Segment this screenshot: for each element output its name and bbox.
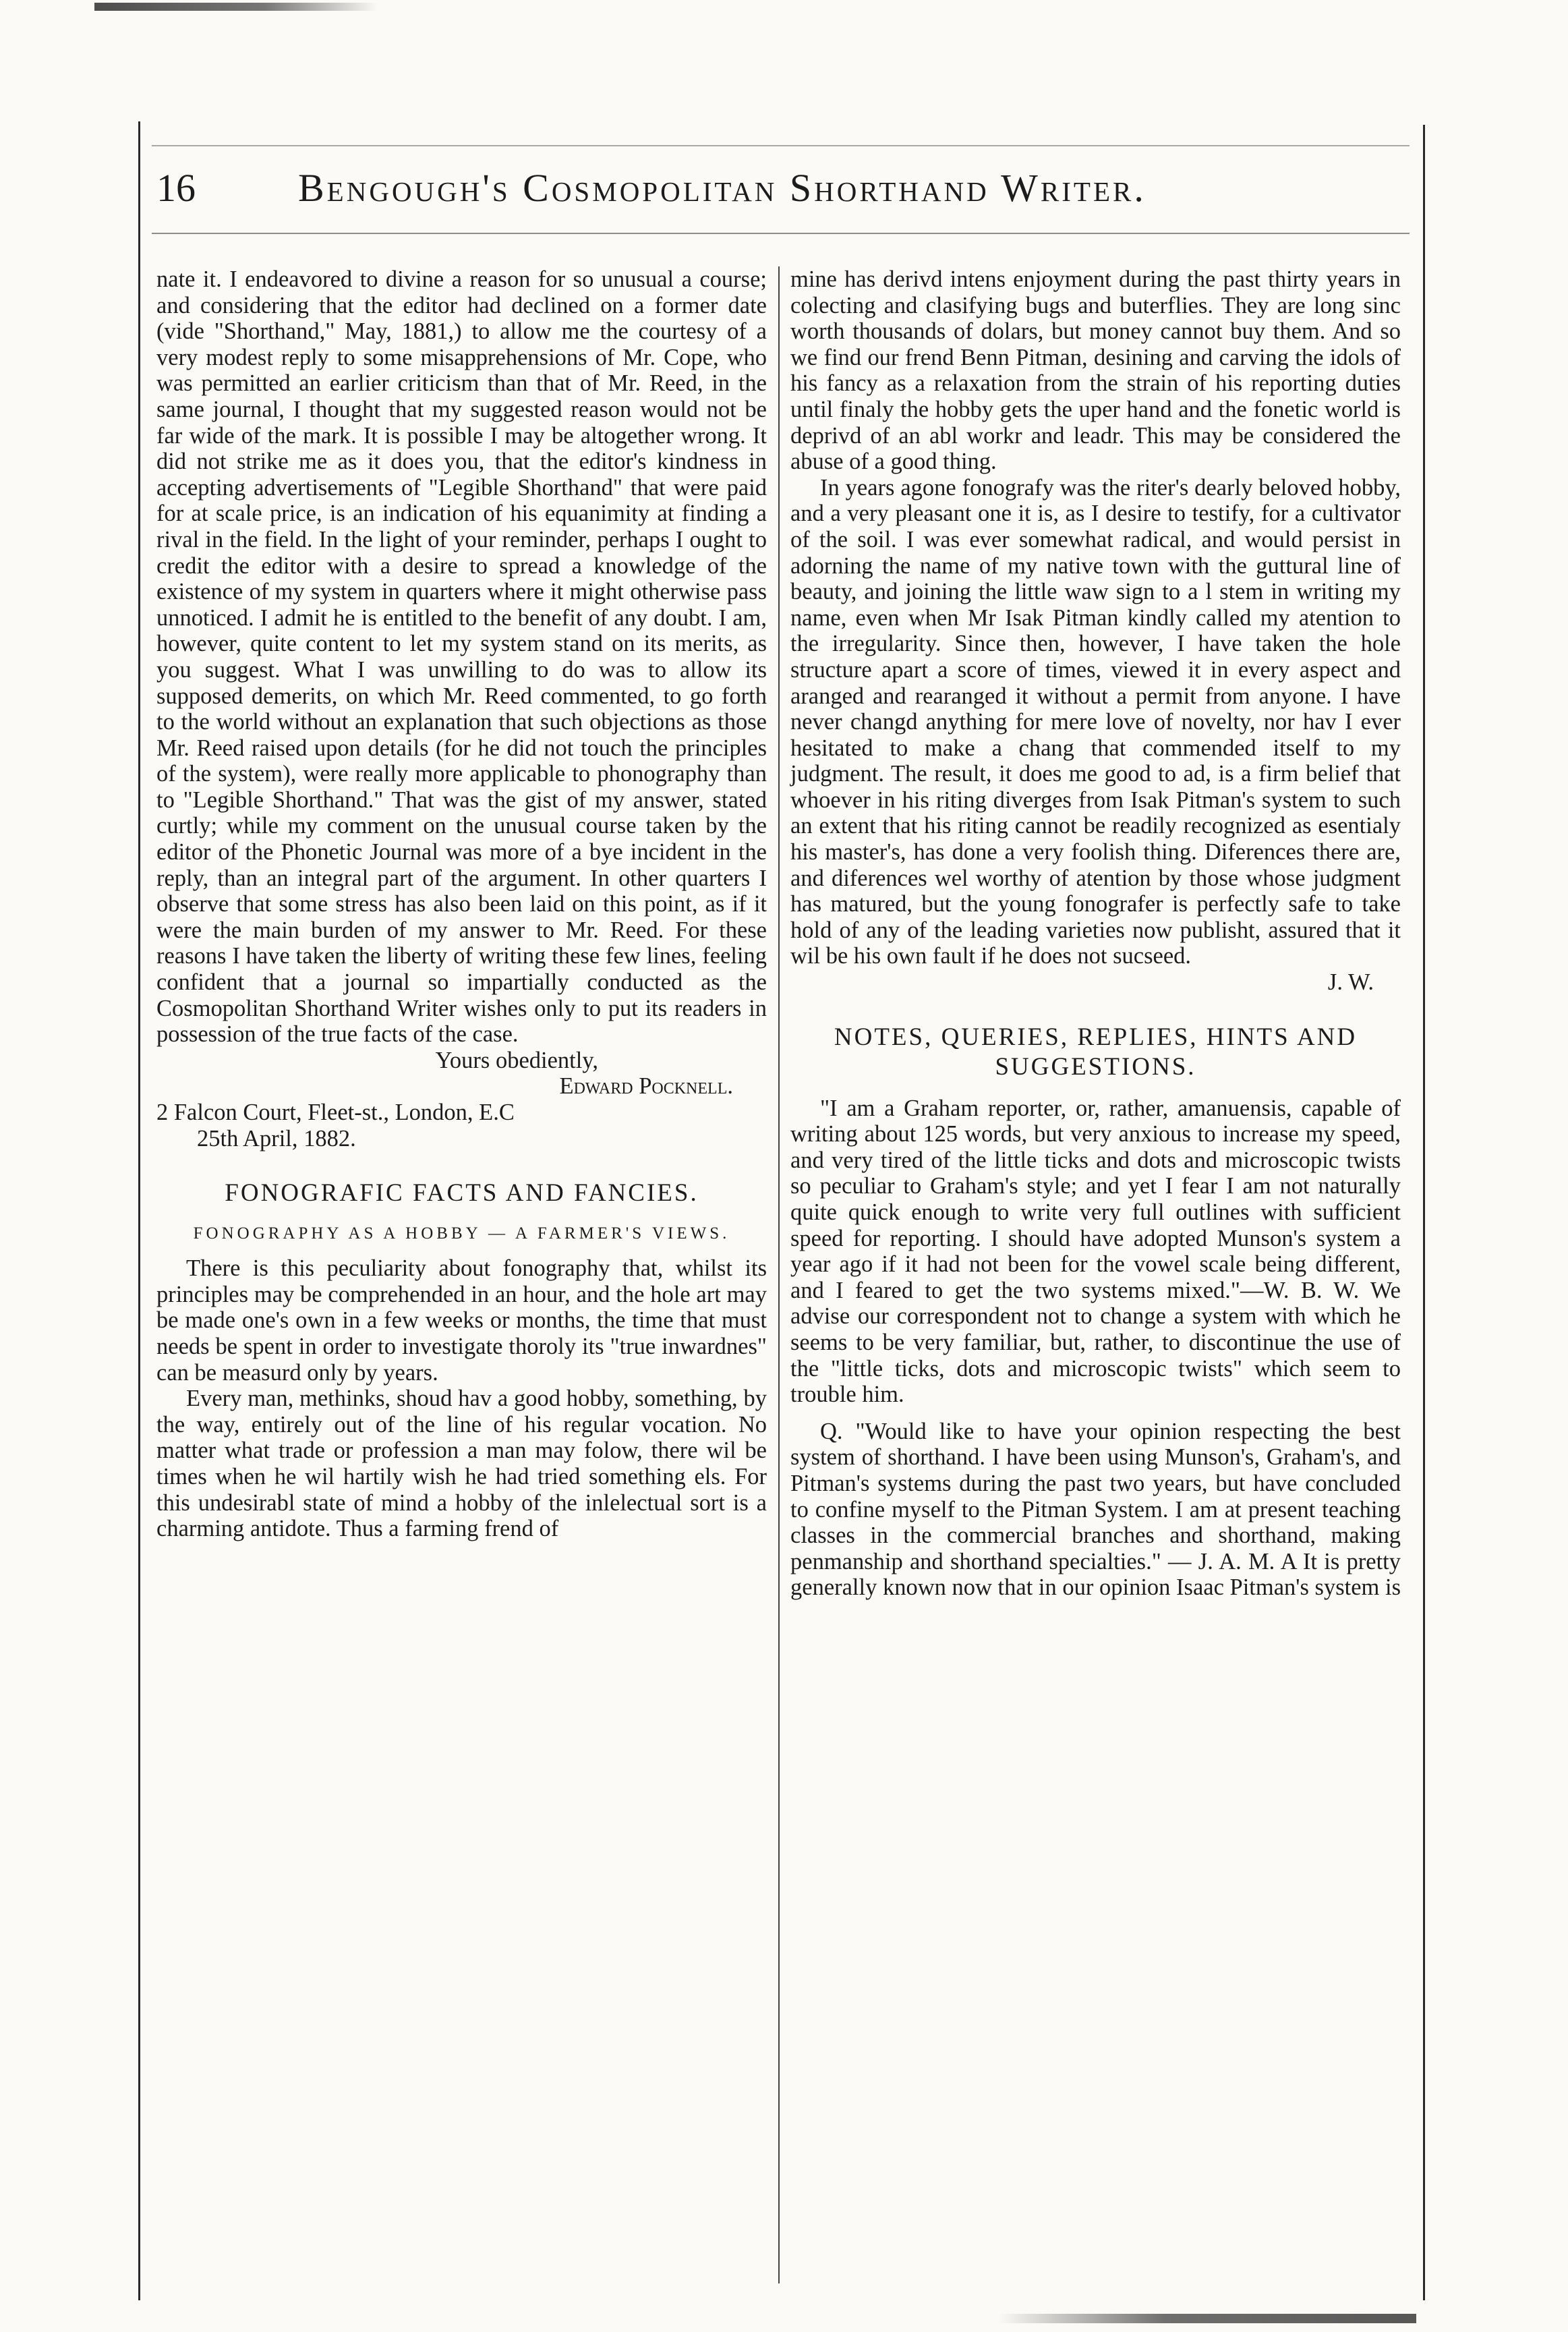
section-title-notes: NOTES, QUERIES, REPLIES, HINTS AND SUGGESTIONS. — [834, 1023, 1358, 1081]
letter-address: 2 Falcon Court, Fleet-st., London, E.C — [156, 1100, 515, 1125]
header-rule-bottom — [152, 233, 1410, 234]
header-rule-top — [152, 145, 1410, 146]
running-title: Bengough's Cosmopolitan Shorthand Writer. — [298, 166, 1146, 210]
letter-signature: Edward Pocknell. — [559, 1073, 733, 1100]
column-divider — [778, 266, 780, 2283]
page-border-left — [138, 121, 140, 2300]
scan-artifact-top — [94, 3, 378, 11]
letter-date: 25th April, 1882. — [197, 1125, 356, 1151]
article-initials: J. W. — [1327, 969, 1374, 996]
article-paragraph: mine has derivd intens enjoyment during the past thirty years in colecting and clasifying bugs and buterflies. They are long sinc worth thousands of dolars, but money cannot buy them. And so we find our frend Benn Pitman, desining and carving the idols of his fancy as a relaxation from the strain of his reporting duties until finaly the hobby gets the uper hand and the fonetic world is deprivd of an abl workr and leadr. This may be considered the abuse of a good thing. — [790, 266, 1401, 475]
section-title-fonografic: FONOGRAFIC FACTS AND FANCIES. — [225, 1179, 699, 1207]
left-column — [156, 266, 767, 1542]
letter-closing: Yours obediently, — [435, 1047, 598, 1073]
section-subtitle-hobby: FONOGRAPHY AS A HOBBY — A FARMER'S VIEWS. — [193, 1224, 730, 1243]
page-border-right — [1423, 125, 1425, 2300]
scan-artifact-bottom — [998, 2314, 1416, 2323]
article-paragraph: There is this peculiarity about fonography that, whilst its principles may be comprehended in an hour, and the hole art may be made one's own in a few weeks or months, the time that must needs be spent in order to investigate thoroly its "true inwardnes" can be measurd only by years. — [156, 1255, 767, 1386]
right-column — [790, 266, 1401, 1601]
article-paragraph: Every man, methinks, shoud hav a good hobby, something, by the way, entirely out of the line of his regular vocation. No matter what trade or profession a man may folow, there wil be times when he wil hartily wish he had tried something els. For this undesirabl state of mind a hobby of the inlelectual sort is a charming antidote. Thus a farming frend of — [156, 1386, 767, 1542]
page-header — [156, 165, 1411, 219]
notes-paragraph: Q. "Would like to have your opinion respecting the best system of shorthand. I have been using Munson's, Graham's, and Pitman's systems during the past two years, but have concluded to confine myself to the Pitman System. I am at present teaching classes in the commercial branches and shorthand, making penmanship and shorthand specialties." — J. A. M. A It is pretty generally known now that in our opinion Isaac Pitman's system is — [790, 1418, 1401, 1601]
letter-paragraph: nate it. I endeavored to divine a reason for so unusual a course; and considering that the editor had declined on a former date (vide "Shorthand," May, 1881,) to allow me the courtesy of a very modest reply to some misapprehensions of Mr. Cope, who was permitted an earlier criticism than that of Mr. Reed, in the same journal, I thought that my suggested reason would not be far wide of the mark. It is possible I may be altogether wrong. It did not strike me as it does you, that the editor's kindness in accepting advertisements of "Legible Shorthand" that were paid for at scale price, is an indication of his equanimity at finding a rival in the field. In the light of your reminder, perhaps I ought to credit the editor with a desire to spread a knowledge of the existence of my system in quarters where it might otherwise pass unnoticed. I admit he is entitled to the benefit of any doubt. I am, however, quite content to let my system stand on its merits, as you suggest. What I was unwilling to do was to allow its supposed demerits, on which Mr. Reed commented, to go forth to the world without an explanation that such objections as those Mr. Reed raised upon details (for he did not touch the principles of the system), were really more applicable to phonography than to "Legible Shorthand." That was the gist of my answer, stated curtly; while my comment on the unusual course taken by the editor of the Phonetic Journal was more of a bye incident in the reply, than an integral part of the argument. In other quarters I observe that some stress has also been laid on this point, as if it were the main burden of my answer to Mr. Reed. For these reasons I have taken the liberty of writing these few lines, feeling confident that a journal so impartially conducted as the Cosmopolitan Shorthand Writer wishes only to put its readers in possession of the true facts of the case. — [156, 266, 767, 1048]
article-paragraph: In years agone fonografy was the riter's dearly beloved hobby, and a very pleasant one it is, as I desire to testify, for a cultivator of the soil. I was ever somewhat radical, and would persist in adorning the name of my native town with the guttural line of beauty, and joining the little waw sign to a l stem in writing my name, even when Mr Isak Pitman kindly called my atention to the irregularity. Since then, however, I have taken the hole structure apart a score of times, viewed it in every aspect and aranged and rearanged it without a permit from anyone. I have never changd anything for mere love of novelty, nor hav I ever hesitated to make a chang that commended itself to my judgment. The result, it does me good to ad, is a firm belief that whoever in his riting diverges from Isak Pitman's system to such an extent that his riting cannot be readily recognized as esentialy his master's, has done a very foolish thing. Diferences there are, and diferences wel worthy of atention by those whose judgment has matured, but the young fonografer is perfectly safe to take hold of any of the leading varieties now publisht, assured that it wil be his own fault if he does not sucseed. — [790, 474, 1401, 969]
page-number: 16 — [156, 166, 196, 210]
notes-paragraph: "I am a Graham reporter, or, rather, amanuensis, capable of writing about 125 words, but very anxious to increase my speed, and very tired of the little ticks and dots and microscopic twists so peculiar to Graham's style; and yet I fear I am not naturally quite quick enough to write very full outlines with sufficient speed for reporting. I should have adopted Munson's system a year ago if it had not been for the vowel scale being different, and I feared to get the two systems mixed."—W. B. W. We advise our correspondent not to change a system with which he seems to be very familiar, but, rather, to discontinue the use of the "little ticks, dots and microscopic twists" which seem to trouble him. — [790, 1095, 1401, 1408]
